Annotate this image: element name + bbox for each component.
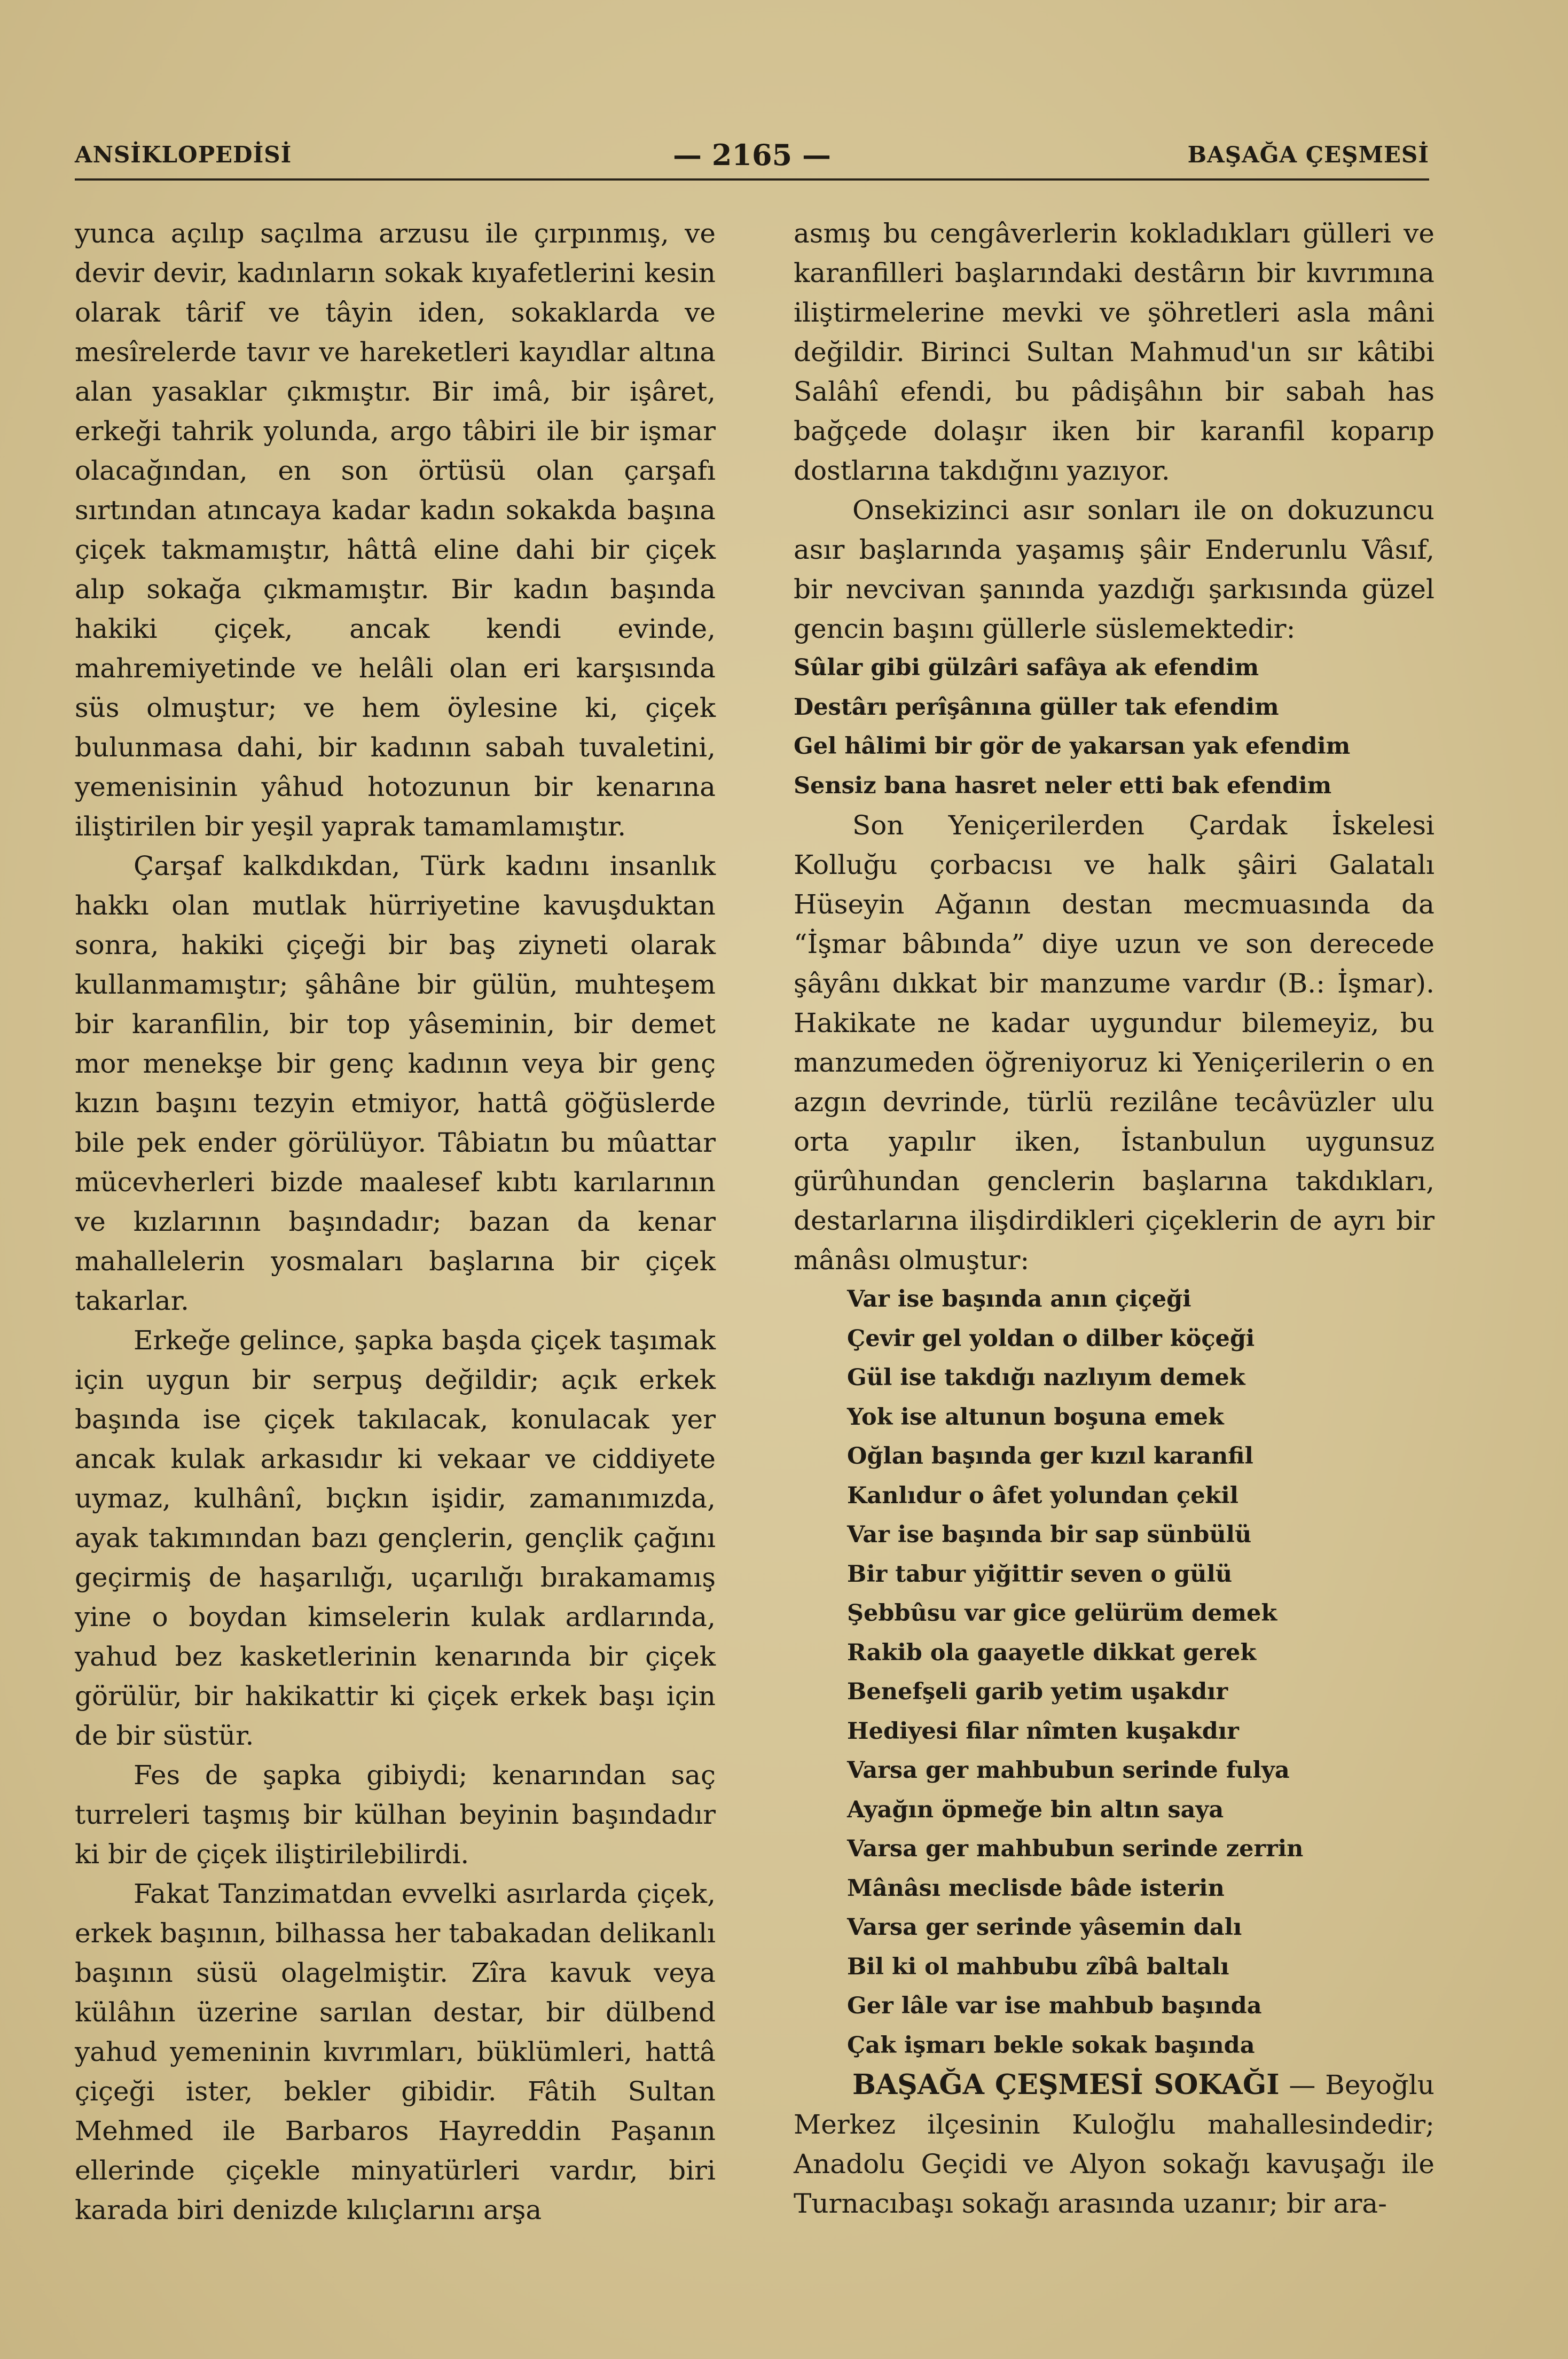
verse-line: Destârı perîşânına güller tak efendim	[794, 693, 1279, 721]
page-header	[75, 124, 1429, 172]
page-number: — 2165 —	[673, 138, 831, 172]
verse-enderunlu-vasif	[794, 649, 1434, 806]
paragraph: Son Yeniçerilerden Çardak İskelesi Kolluğu çorbacısı ve halk şâiri Galatalı Hüseyin Ağanın destan mecmuasında da “İşmar bâbında” diye uzun ve son derecede şâyânı dıkkat bir manzume vardır (B.: İşmar). Hakikate ne kadar uygundur bilemeyiz, bu manzumeden öğreniyoruz ki Yeniçerilerin o en azgın devrinde, türlü rezilâne tecâvüzler ulu orta yapılır iken, İstanbulun uygunsuz gürûhundan genclerin başlarına takdıkları, destarlarına ilişdirdikleri çiçeklerin de ayrı bir mânâsı olmuştur:	[794, 810, 1434, 1276]
paragraph: yunca açılıp saçılma arzusu ile çırpınmış, ve devir devir, kadınların sokak kıyafetlerini kesin olarak târif ve tâyin iden, sokaklarda ve mesîrelerde tavır ve hareketleri kayıdlar altına alan yasaklar çıkmıştır. Bir imâ, bir işâret, erkeği tahrik yolunda, argo tâbiri ile bir işmar olacağından, en son örtüsü olan çarşafı sırtından atıncaya kadar kadın sokakda başına çiçek takmamıştır, hâttâ eline dahi bir çiçek alıp sokağa çıkmamıştır. Bir kadın başında hakiki çiçek, ancak kendi evinde, mahremiyetinde ve helâli olan eri karşısında süs olmuştur; ve hem öylesine ki, çiçek bulunmasa dahi, bir kadının sabah tuvaletini, yemenisinin yâhud hotozunun bir kenarına iliştirilen bir yeşil yaprak tamamlamıştır.	[75, 218, 716, 842]
verse-line: Ayağın öpmeğe bin altın saya	[847, 1796, 1224, 1823]
entry-title: BAŞAĞA ÇEŞMESİ SOKAĞI	[852, 2068, 1280, 2101]
verse-line: Varsa ger mahbubun serinde fulya	[847, 1757, 1290, 1784]
verse-line: Kanlıdur o âfet yolundan çekil	[847, 1482, 1239, 1509]
verse-line: Çevir gel yoldan o dilber köçeği	[847, 1325, 1255, 1352]
verse-line: Varsa ger mahbubun serinde zerrin	[847, 1835, 1304, 1862]
verse-line: Sensiz bana hasret neler etti bak efendim	[794, 772, 1332, 799]
entry-text: — Beyoğlu Merkez ilçesinin Kuloğlu mahallesindedir; Anadolu Geçidi ve Alyon sokağı kavuşağı ile Turnacıbaşı sokağı arasında uzanır; bir ara-	[794, 2069, 1434, 2219]
verse-line: Oğlan başında ger kızıl karanfil	[847, 1443, 1253, 1470]
verse-line: Çak işmarı bekle sokak başında	[847, 2032, 1255, 2059]
verse-line: Ger lâle var ise mahbub başında	[847, 1993, 1262, 2019]
verse-line: Yok ise altunun boşuna emek	[847, 1403, 1224, 1431]
left-column	[75, 214, 716, 2230]
paragraph: Erkeğe gelince, şapka başda çiçek taşımak için uygun bir serpuş değildir; açık erkek başında ise çiçek takılacak, konulacak yer ancak kulak arkasıdır ki vekaar ve ciddiyete uymaz, kulhânî, bıçkın işidir, zamanımızda, ayak takımından bazı gençlerin, gençlik çağını geçirmiş de haşarılığı, uçarılığı bırakamamış yine o boydan kimselerin kulak ardlarında, yahud bez kasketlerinin kenarında bir çiçek görülür, bir hakikattir ki çiçek erkek başı için de bir süstür.	[75, 1325, 716, 1751]
paragraph: Fes de şapka gibiydi; kenarından saç turreleri taşmış bir külhan beyinin başındadır ki bir de çiçek iliştirilebilirdi.	[75, 1760, 716, 1870]
paragraph: asmış bu cengâverlerin kokladıkları gülleri ve karanfilleri başlarındaki destârın bir kıvrımına iliştirmelerine mevki ve şöhretleri asla mâni değildir. Birinci Sultan Mahmud'un sır kâtibi Salâhî efendi, bu pâdişâhın bir sabah has bağçede dolaşır iken bir karanfil koparıp dostlarına takdığını yazıyor.	[794, 218, 1434, 486]
verse-line: Varsa ger serinde yâsemin dalı	[847, 1914, 1242, 1941]
paragraph: Çarşaf kalkdıkdan, Türk kadını insanlık hakkı olan mutlak hürriyetine kavuşduktan sonra, hakiki çiçeği bir baş ziyneti olarak kullanmamıştır; şâhâne bir gülün, muhteşem bir karanfilin, bir top yâseminin, bir demet mor menekşe bir genç kadının veya bir genç kızın başını tezyin etmiyor, hattâ göğüslerde bile pek ender görülüyor. Tâbiatın bu mûattar mücevherleri bizde maalesef kıbtı karılarının ve kızlarının başındadır; bazan da kenar mahallelerin yosmaları başlarına bir çiçek takarlar.	[75, 850, 716, 1316]
verse-line: Var ise başında bir sap sünbülü	[847, 1521, 1252, 1548]
verse-line: Gel hâlimi bir gör de yakarsan yak efendim	[794, 733, 1351, 760]
verse-line: Sûlar gibi gülzâri safâya ak efendim	[794, 654, 1259, 681]
verse-line: Benefşeli garib yetim uşakdır	[847, 1678, 1228, 1705]
entry-paragraph	[794, 2065, 1434, 2223]
header-rule	[75, 178, 1429, 181]
verse-line: Hediyesi filar nîmten kuşakdır	[847, 1717, 1239, 1745]
verse-line: Bir tabur yiğittir seven o gülü	[847, 1560, 1233, 1588]
header-series-title: ANSİKLOPEDİSİ	[75, 142, 292, 168]
verse-line: Rakib ola gaayetle dikkat gerek	[847, 1639, 1257, 1666]
paragraph: Onsekizinci asır sonları ile on dokuzuncu asır başlarında yaşamış şâir Enderunlu Vâsıf, bir nevcivan şanında yazdığı şarkısında güzel gencin başını güllerle süslemektedir:	[794, 495, 1434, 644]
verse-line: Var ise başında anın çiçeği	[847, 1286, 1191, 1313]
verse-ismar-babinda	[794, 1280, 1434, 2065]
verse-line: Mânâsı meclisde bâde isterin	[847, 1874, 1225, 1902]
paragraph: Fakat Tanzimatdan evvelki asırlarda çiçek, erkek başının, bilhassa her tabakadan delikanlı başının süsü olagelmiştir. Zîra kavuk veya külâhın üzerine sarılan destar, bir dülbend yahud yemeninin kıvrımları, büklümleri, hattâ çiçeği ister, bekler gibidir. Fâtih Sultan Mehmed ile Barbaros Hayreddin Paşanın ellerinde çiçekle minyatürleri vardır, biri karada biri denizde kılıçlarını arşa	[75, 1878, 716, 2225]
verse-line: Bil ki ol mahbubu zîbâ baltalı	[847, 1953, 1229, 1980]
header-entry-title: BAŞAĞA ÇEŞMESİ	[1187, 142, 1429, 168]
right-column	[794, 214, 1434, 2223]
verse-line: Şebbûsu var gice gelürüm demek	[847, 1600, 1277, 1627]
verse-line: Gül ise takdığı nazlıyım demek	[847, 1364, 1245, 1391]
